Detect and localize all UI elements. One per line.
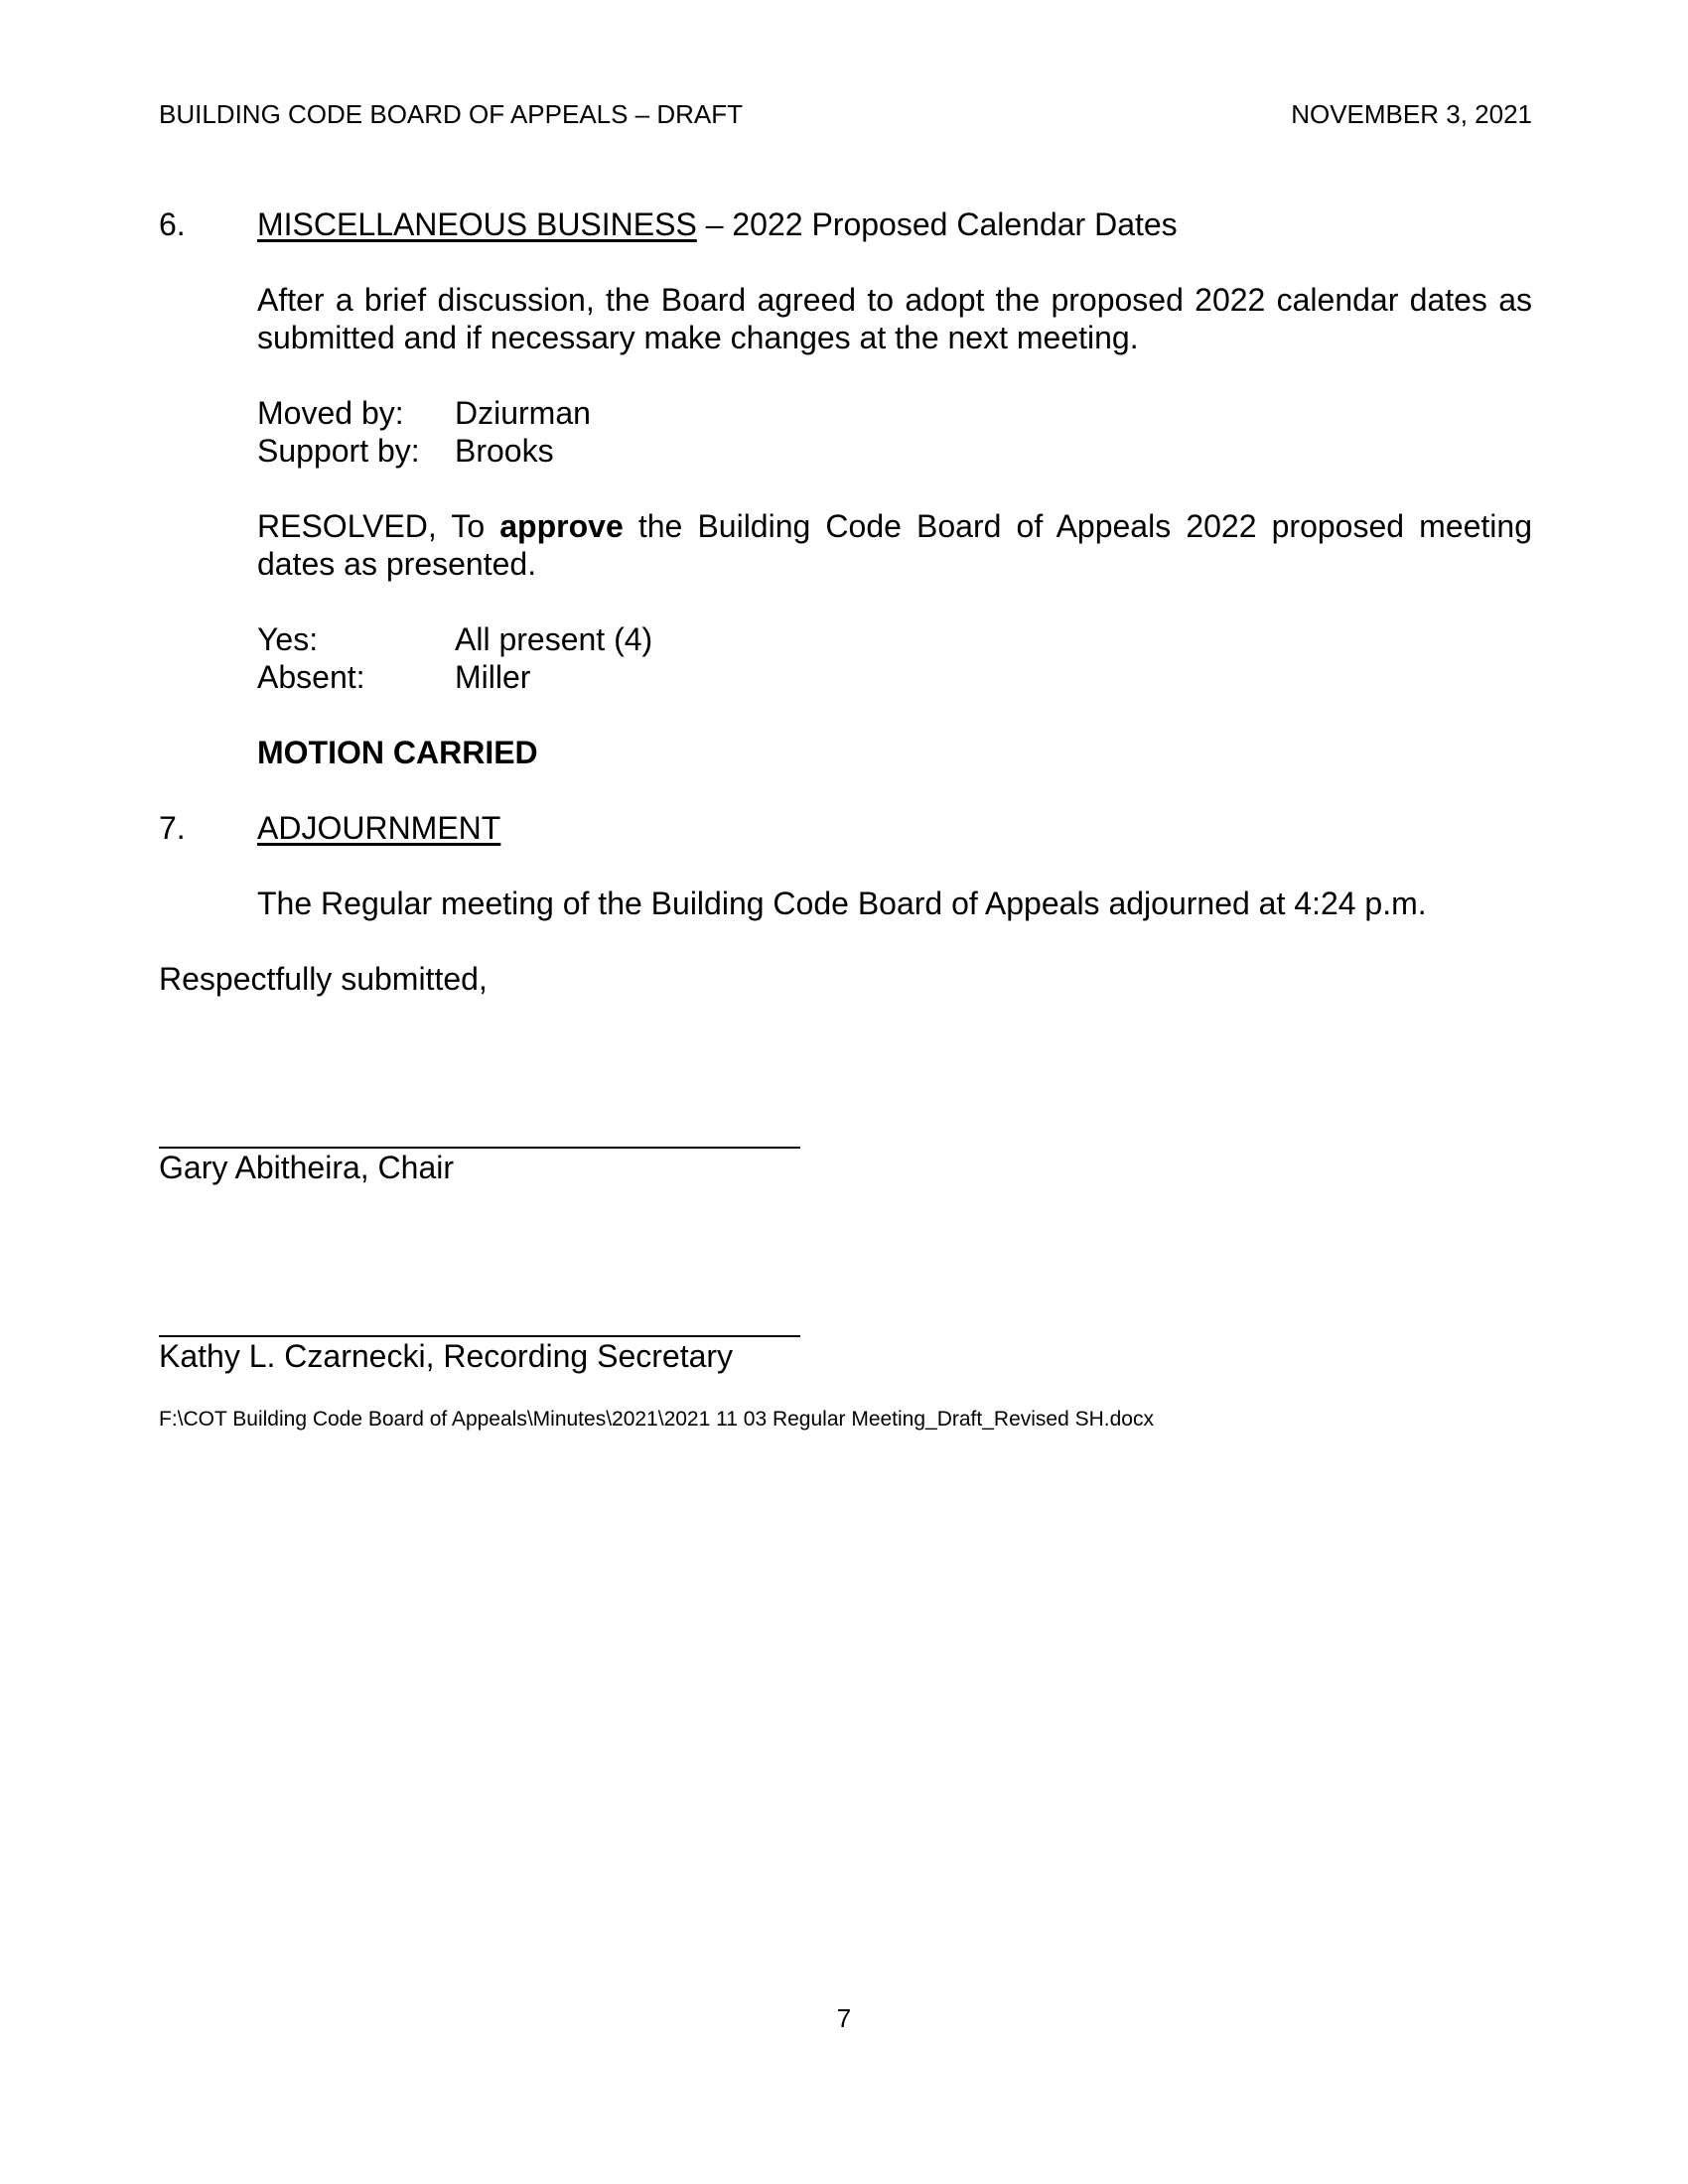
motion-result: MOTION CARRIED xyxy=(257,735,538,770)
closing-text: Respectfully submitted, xyxy=(159,961,488,997)
item-6-heading: MISCELLANEOUS BUSINESS xyxy=(257,206,697,242)
item-6-discussion: After a brief discussion, the Board agreed to adopt the proposed 2022 calendar dates as submitted and if necessary make changes at the next meeting. xyxy=(257,282,1532,355)
item-7-number: 7. xyxy=(159,810,186,846)
item-7-heading: ADJOURNMENT xyxy=(257,810,501,846)
item-6-heading-line xyxy=(257,205,1178,243)
vote-absent-label: Absent: xyxy=(257,659,365,695)
moved-by-label: Moved by: xyxy=(257,395,404,431)
header-title: BUILDING CODE BOARD OF APPEALS – DRAFT xyxy=(159,99,744,129)
item-7-text: The Regular meeting of the Building Code Board of Appeals adjourned at 4:24 p.m. xyxy=(257,886,1427,921)
resolution-action: approve xyxy=(499,508,624,544)
resolution-prefix: RESOLVED, To xyxy=(257,508,500,544)
signature-name-secretary: Kathy L. Czarnecki, Recording Secretary xyxy=(159,1338,734,1374)
vote-yes-label: Yes: xyxy=(257,621,319,657)
item-6-number: 6. xyxy=(159,206,186,242)
page-number: 7 xyxy=(836,2003,852,2033)
item-6-heading-suffix: – 2022 Proposed Calendar Dates xyxy=(696,206,1178,242)
vote-absent-value: Miller xyxy=(455,659,531,695)
file-path: F:\COT Building Code Board of Appeals\Minutes\2021\2021 11 03 Regular Meeting_Draft_Revised SH.docx xyxy=(159,1408,1154,1431)
signature-name-chair: Gary Abitheira, Chair xyxy=(159,1150,455,1185)
support-by-value: Brooks xyxy=(455,433,554,469)
resolution-text xyxy=(257,507,1532,583)
vote-yes-value: All present (4) xyxy=(455,621,653,657)
moved-by-value: Dziurman xyxy=(455,395,591,431)
support-by-label: Support by: xyxy=(257,433,420,469)
resolution-suffix: the Building Code Board of Appeals 2022 proposed meeting dates as presented. xyxy=(257,508,1533,582)
header-date: NOVEMBER 3, 2021 xyxy=(1291,99,1532,129)
